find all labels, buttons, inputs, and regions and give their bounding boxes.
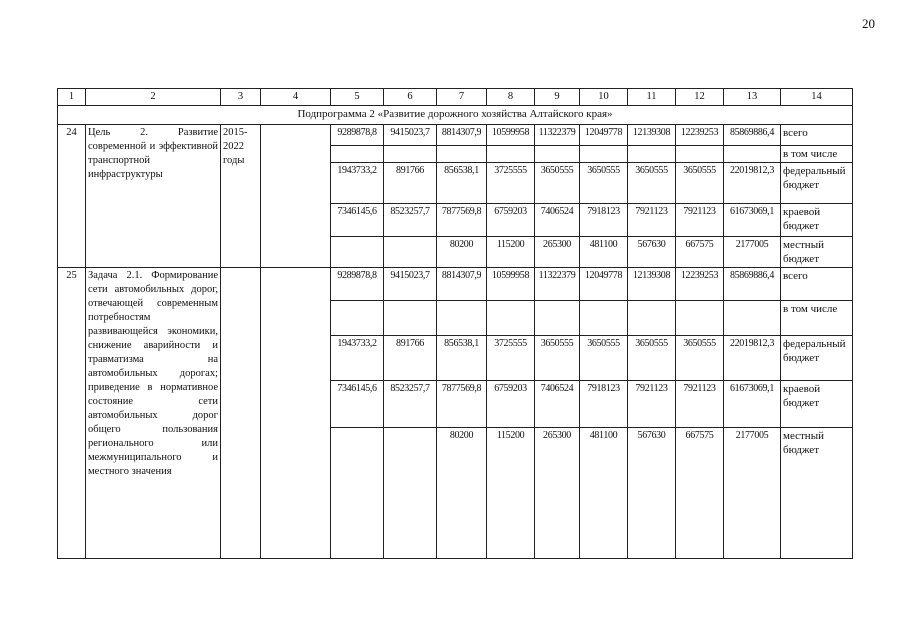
row-name: Задача 2.1. Формирование сети автомобильных дорог, отвечающей современным потребностям развивающейся экономики, снижение аварийности и травматизма на автомобильных дорогах; приведение в нормативное состояние сети автомобильных дорог общего пользования регионального или межмуниципального и местного значения — [86, 268, 221, 559]
funding-value: 8523257,7 — [384, 381, 437, 428]
funding-value: 12239253 — [676, 268, 724, 301]
funding-value: 265300 — [535, 237, 580, 268]
column-number: 5 — [331, 89, 384, 106]
row-period — [221, 268, 261, 559]
funding-value: 2177005 — [724, 237, 781, 268]
funding-value: 1943733,2 — [331, 336, 384, 381]
funding-source-label: всего — [781, 125, 853, 146]
funding-value: 667575 — [676, 237, 724, 268]
funding-value: 10599958 — [487, 268, 535, 301]
funding-value: 7877569,8 — [437, 381, 487, 428]
funding-value: 2177005 — [724, 428, 781, 559]
funding-value — [384, 237, 437, 268]
funding-value: 3725555 — [487, 336, 535, 381]
row-executor — [261, 268, 331, 559]
funding-value — [724, 301, 781, 336]
funding-value — [331, 237, 384, 268]
funding-value: 9289878,8 — [331, 268, 384, 301]
funding-value: 891766 — [384, 336, 437, 381]
funding-value: 3650555 — [676, 163, 724, 204]
funding-value: 12049778 — [580, 125, 628, 146]
funding-source-label: местный бюджет — [781, 237, 853, 268]
funding-value: 7918123 — [580, 381, 628, 428]
funding-value: 9289878,8 — [331, 125, 384, 146]
funding-value: 3650555 — [580, 163, 628, 204]
funding-value: 9415023,7 — [384, 125, 437, 146]
funding-value: 80200 — [437, 237, 487, 268]
table-row — [58, 125, 853, 146]
funding-source-label: в том числе — [781, 301, 853, 336]
funding-value: 10599958 — [487, 125, 535, 146]
column-number: 12 — [676, 89, 724, 106]
funding-value — [580, 146, 628, 163]
funding-value — [487, 146, 535, 163]
funding-value — [676, 301, 724, 336]
funding-value: 9415023,7 — [384, 268, 437, 301]
row-executor — [261, 125, 331, 268]
funding-value: 7921123 — [628, 204, 676, 237]
funding-value: 3650555 — [535, 163, 580, 204]
funding-value: 85869886,4 — [724, 125, 781, 146]
program-table — [57, 88, 853, 559]
row-name: Цель 2. Развитие современной и эффективной транспортной инфраструктуры — [86, 125, 221, 268]
subprogram-title: Подпрограмма 2 «Развитие дорожного хозяйства Алтайского края» — [58, 106, 853, 125]
funding-value — [487, 301, 535, 336]
funding-value: 1943733,2 — [331, 163, 384, 204]
table-row — [58, 268, 853, 301]
funding-value — [676, 146, 724, 163]
funding-source-label: федеральный бюджет — [781, 163, 853, 204]
funding-value — [384, 428, 437, 559]
column-number: 7 — [437, 89, 487, 106]
funding-source-label: краевой бюджет — [781, 204, 853, 237]
row-number: 25 — [58, 268, 86, 559]
funding-value — [724, 146, 781, 163]
funding-value — [384, 146, 437, 163]
funding-value: 7921123 — [676, 204, 724, 237]
funding-value — [628, 146, 676, 163]
column-numbers-row — [58, 89, 853, 106]
funding-value: 3650555 — [628, 336, 676, 381]
funding-value: 7346145,6 — [331, 204, 384, 237]
funding-value — [535, 146, 580, 163]
funding-value: 115200 — [487, 428, 535, 559]
funding-value: 481100 — [580, 237, 628, 268]
funding-value: 12139308 — [628, 125, 676, 146]
column-number: 9 — [535, 89, 580, 106]
funding-value: 8814307,9 — [437, 268, 487, 301]
funding-value: 856538,1 — [437, 163, 487, 204]
funding-value: 3650555 — [676, 336, 724, 381]
funding-value — [628, 301, 676, 336]
funding-value — [580, 301, 628, 336]
funding-value — [331, 301, 384, 336]
funding-value: 12139308 — [628, 268, 676, 301]
funding-value: 12049778 — [580, 268, 628, 301]
funding-value: 3650555 — [535, 336, 580, 381]
funding-value: 7346145,6 — [331, 381, 384, 428]
funding-value: 7406524 — [535, 204, 580, 237]
funding-value: 3650555 — [580, 336, 628, 381]
funding-value: 115200 — [487, 237, 535, 268]
page-number: 20 — [862, 16, 875, 31]
funding-value: 11322379 — [535, 268, 580, 301]
column-number: 8 — [487, 89, 535, 106]
funding-value — [384, 301, 437, 336]
funding-value: 891766 — [384, 163, 437, 204]
funding-value: 7406524 — [535, 381, 580, 428]
funding-value: 856538,1 — [437, 336, 487, 381]
funding-value: 265300 — [535, 428, 580, 559]
column-number: 1 — [58, 89, 86, 106]
funding-value: 481100 — [580, 428, 628, 559]
funding-value: 567630 — [628, 428, 676, 559]
funding-source-label: в том числе — [781, 146, 853, 163]
funding-value: 7918123 — [580, 204, 628, 237]
funding-value — [437, 301, 487, 336]
column-number: 10 — [580, 89, 628, 106]
funding-value: 12239253 — [676, 125, 724, 146]
funding-value: 6759203 — [487, 204, 535, 237]
funding-value: 6759203 — [487, 381, 535, 428]
funding-value: 85869886,4 — [724, 268, 781, 301]
column-number: 6 — [384, 89, 437, 106]
funding-source-label: федеральный бюджет — [781, 336, 853, 381]
funding-source-label: всего — [781, 268, 853, 301]
funding-value: 22019812,3 — [724, 336, 781, 381]
funding-value — [331, 146, 384, 163]
funding-value — [437, 146, 487, 163]
column-number: 14 — [781, 89, 853, 106]
column-number: 4 — [261, 89, 331, 106]
funding-value: 7921123 — [676, 381, 724, 428]
funding-source-label: краевой бюджет — [781, 381, 853, 428]
row-period: 2015-2022 годы — [221, 125, 261, 268]
funding-value: 8523257,7 — [384, 204, 437, 237]
funding-value: 8814307,9 — [437, 125, 487, 146]
funding-value: 7921123 — [628, 381, 676, 428]
funding-value: 11322379 — [535, 125, 580, 146]
funding-value: 80200 — [437, 428, 487, 559]
funding-source-label: местный бюджет — [781, 428, 853, 559]
column-number: 11 — [628, 89, 676, 106]
funding-value: 667575 — [676, 428, 724, 559]
row-number: 24 — [58, 125, 86, 268]
funding-value — [535, 301, 580, 336]
funding-value: 22019812,3 — [724, 163, 781, 204]
funding-value: 61673069,1 — [724, 204, 781, 237]
funding-value: 3725555 — [487, 163, 535, 204]
funding-value: 567630 — [628, 237, 676, 268]
funding-value: 3650555 — [628, 163, 676, 204]
column-number: 3 — [221, 89, 261, 106]
funding-value: 61673069,1 — [724, 381, 781, 428]
subprogram-row — [58, 106, 853, 125]
column-number: 2 — [86, 89, 221, 106]
column-number: 13 — [724, 89, 781, 106]
funding-value: 7877569,8 — [437, 204, 487, 237]
funding-value — [331, 428, 384, 559]
